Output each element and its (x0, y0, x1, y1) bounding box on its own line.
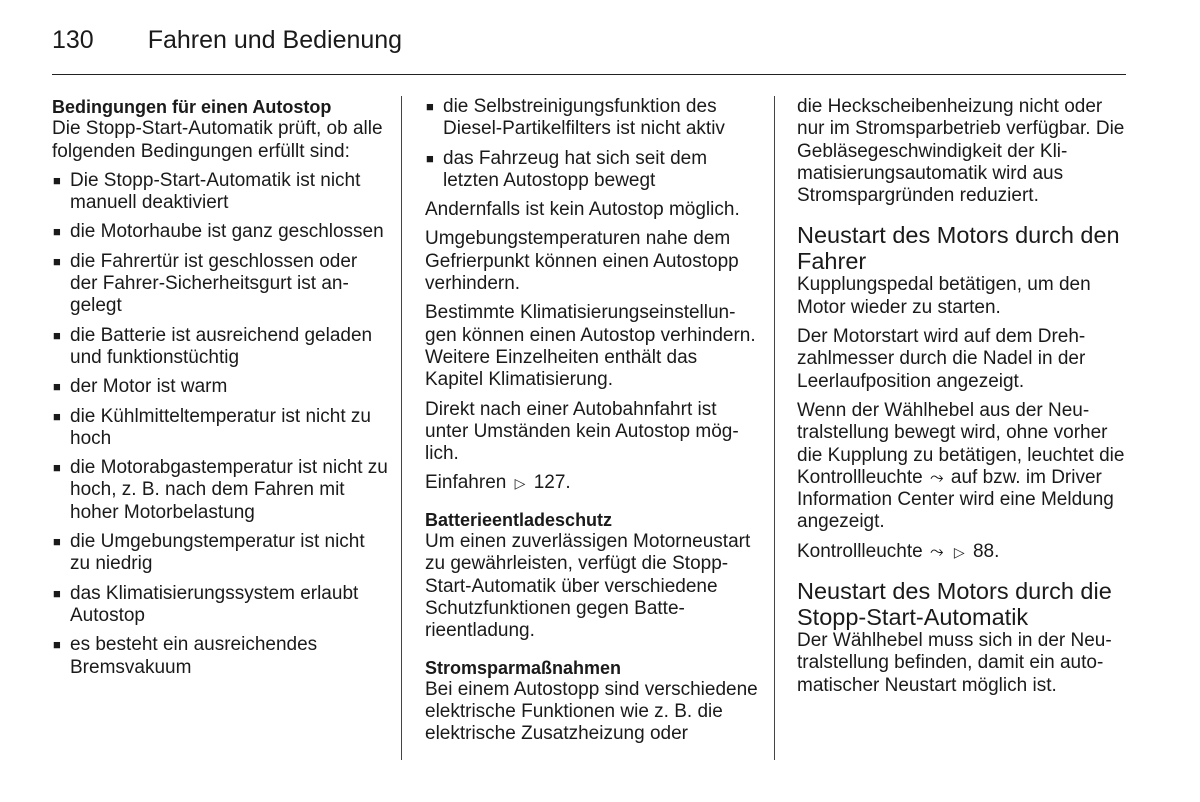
paragraph-text: Wenn der Wählhebel aus der Neutralstellung bewegt wird, ohne vorher die Kupplung zu betätigen, leuchtet die Kontrollleuchte (797, 399, 1125, 488)
section-heading: Stromsparmaßnahmen (425, 657, 622, 678)
paragraph: Umgebungstemperaturen nahe dem Gefrierpunkt können einen Autostopp verhindern. (425, 228, 739, 295)
reference-arrow-icon: ▷ (953, 543, 965, 560)
section-heading: Batterieentladeschutz (425, 509, 613, 530)
column-2 (425, 96, 760, 753)
list-item: ■ die Selbstreinigungsfunktion des Diesel-Partikelfilters ist nicht aktiv (425, 96, 760, 141)
list-item: ■ die Batterie ist ausreichend geladen und funktionstüchtig (52, 325, 388, 370)
paragraph: Direkt nach einer Autobahnfahrt ist unter Umständen kein Autostop möglich. (425, 398, 739, 465)
list-item: ■ die Motorabgastemperatur ist nicht zu hoch, z. B. nach dem Fahren mit hoher Motorbelastung (52, 457, 388, 524)
section-heading: Neustart des Motors durch die Stopp-Start-Automatik (797, 578, 1112, 630)
column-divider (774, 96, 775, 760)
paragraph: Der Wählhebel muss sich in der Neutralstellung befinden, damit ein automatischer Neustart möglich ist. (797, 630, 1112, 696)
list-item: ■ die Fahrertür ist geschlossen oder der Fahrer-Sicherheitsgurt ist angelegt (52, 251, 388, 318)
reference-page: 88. (972, 540, 1000, 562)
paragraph (797, 400, 1127, 534)
section-heading: Bedingungen für einen Autostop (52, 97, 332, 117)
paragraph: Bestimmte Klimatisierungseinstellungen können einen Autostop verhindern. Weitere Einzelheiten enthält das Kapitel Klimatisierung. (425, 302, 756, 391)
paragraph: die Heckscheibenheizung nicht oder nur im Stromsparbetrieb verfügbar. Die Gebläsegeschwindigkeit der Klimatisierungsautomatik wird aus Stromspargründen reduziert. (797, 96, 1125, 207)
paragraph: Die Stopp-Start-Automatik prüft, ob alle folgenden Bedingungen erfüllt sind: (52, 118, 383, 162)
paragraph: Andernfalls ist kein Autostop möglich. (425, 199, 740, 221)
list-item: ■ die Kühlmitteltemperatur ist nicht zu hoch (52, 406, 388, 451)
page-header (52, 26, 402, 56)
reference-label: Einfahren (425, 472, 507, 494)
list-item: ■ das Fahrzeug hat sich seit dem letzten Autostopp bewegt (425, 148, 760, 193)
cross-reference[interactable] (797, 541, 1127, 563)
paragraph: Kupplungspedal betätigen, um den Motor wieder zu starten. (797, 274, 1091, 318)
autostop-indicator-icon: ⤳ (929, 467, 944, 487)
list-item: ■ das Klimatisierungssystem erlaubt Autostop (52, 583, 388, 628)
header-rule (52, 74, 1126, 75)
paragraph: Um einen zuverlässigen Motorneustart zu gewährleisten, verfügt die Stopp-Start-Automatik über verschiedene Schutzfunktionen gegen Batterieentladung. (425, 531, 751, 642)
list-item: ■ es besteht ein ausreichendes Bremsvakuum (52, 634, 388, 679)
paragraph-text: auf bzw. im Driver Information Center wird eine Meldung angezeigt. (797, 466, 1114, 533)
section-heading: Neustart des Motors durch den Fahrer (797, 222, 1120, 274)
chapter-title: Fahren und Bedienung (147, 26, 403, 54)
column-divider (401, 96, 402, 760)
list-item: ■ der Motor ist warm (52, 376, 388, 398)
condition-list-continued (425, 96, 760, 192)
cross-reference[interactable] (425, 472, 760, 494)
paragraph: Der Motorstart wird auf dem Drehzahlmesser durch die Nadel in der Leerlaufposition angezeigt. (797, 326, 1086, 392)
page-number: 130 (52, 26, 94, 54)
list-item: ■ Die Stopp-Start-Automatik ist nicht manuell deaktiviert (52, 170, 388, 215)
column-1 (52, 96, 388, 686)
reference-page: 127. (533, 472, 571, 494)
column-3 (797, 96, 1127, 704)
list-item: ■ die Umgebungstemperatur ist nicht zu niedrig (52, 531, 388, 576)
list-item: ■ die Motorhaube ist ganz geschlossen (52, 221, 388, 243)
paragraph: Bei einem Autostopp sind verschiedene elektrische Funktionen wie z. B. die elektrische Zusatzheizung oder (425, 678, 758, 745)
reference-arrow-icon: ▷ (514, 475, 526, 492)
autostop-indicator-icon: ⤳ (929, 541, 944, 561)
reference-label: Kontrollleuchte (797, 540, 923, 562)
condition-list (52, 170, 388, 679)
